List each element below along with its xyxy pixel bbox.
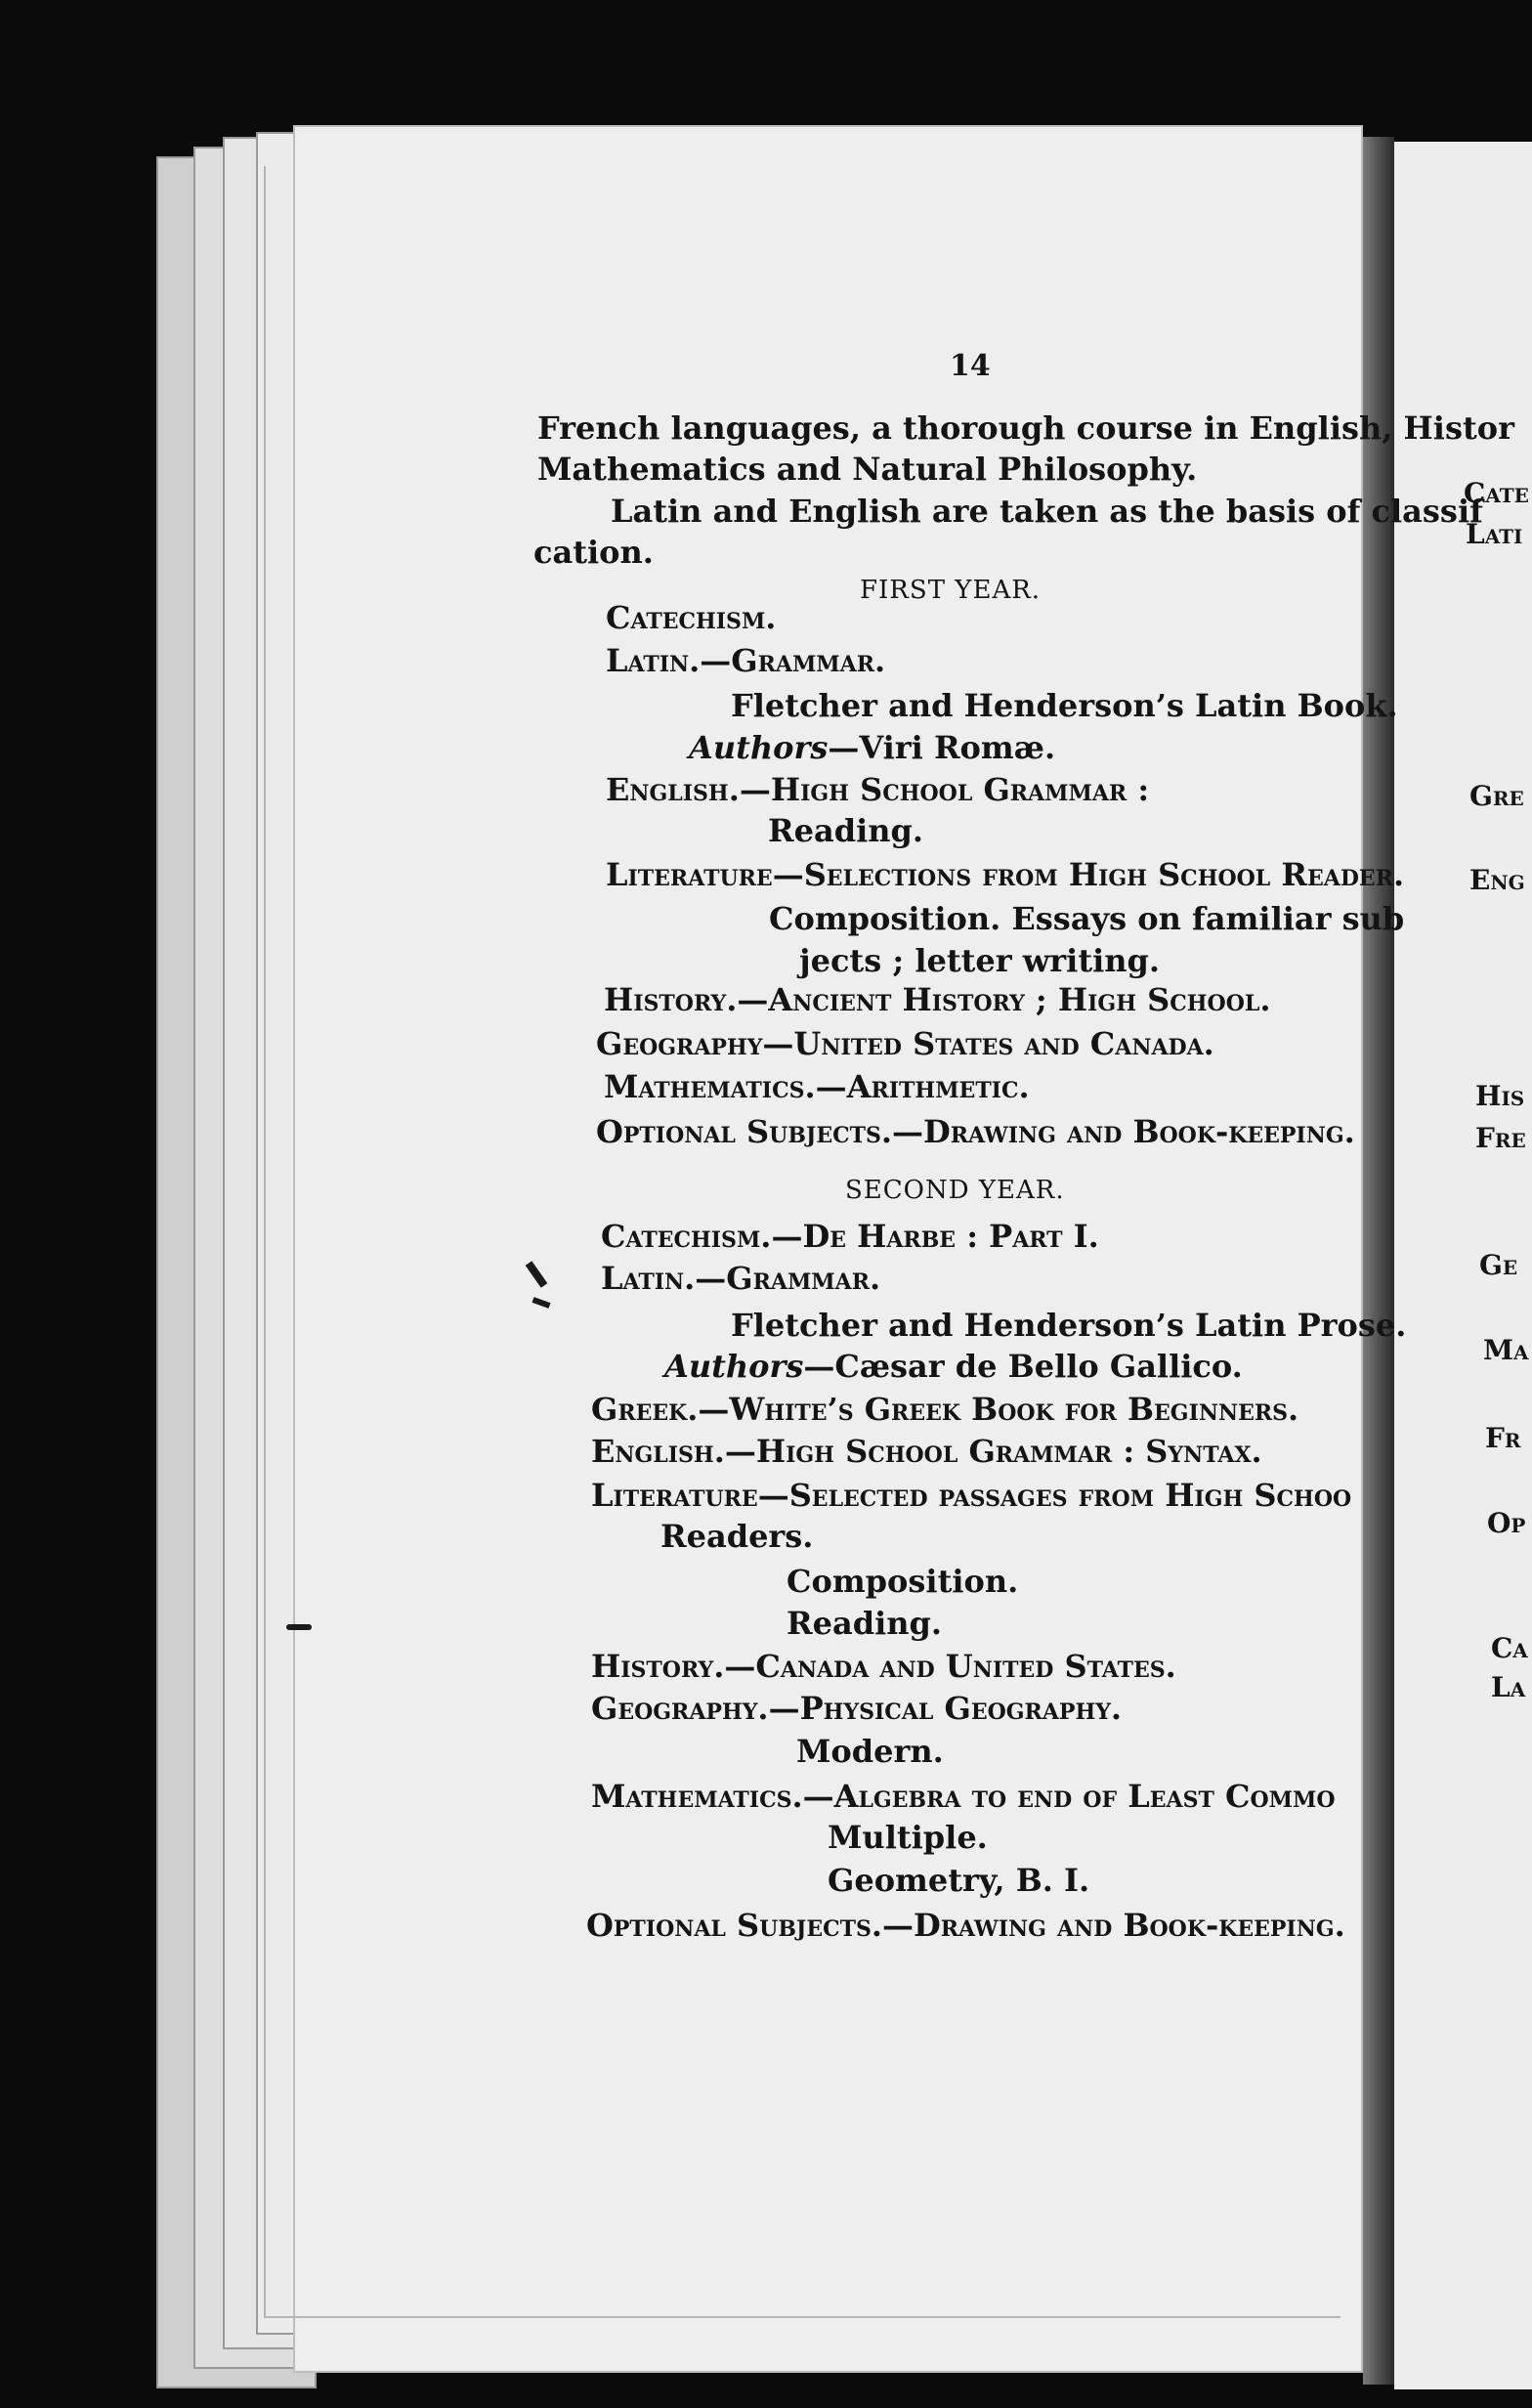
subject-mathematics: Mathematics.—Arithmetic. <box>604 1068 1030 1105</box>
subject-history: History.—Canada and United States. <box>591 1648 1176 1685</box>
page-number: 14 <box>950 349 991 383</box>
intro-line: Mathematics and Natural Philosophy. <box>537 451 1198 488</box>
subject-latin: Latin.—Grammar. <box>601 1260 881 1297</box>
mathematics-geometry: Geometry, B. I. <box>828 1862 1090 1899</box>
subject-english: English.—High School Grammar : Syntax. <box>591 1433 1262 1470</box>
subject-mathematics: Mathematics.—Algebra to end of Least Commo <box>591 1778 1336 1815</box>
authors-text: —Cæsar de Bello Gallico. <box>803 1348 1243 1385</box>
authors-text: —Viri Romæ. <box>828 729 1056 766</box>
facing-fragment: Op <box>1487 1507 1526 1539</box>
subject-optional: Optional Subjects.—Drawing and Book-keeping. <box>596 1113 1355 1150</box>
facing-fragment: Cate <box>1464 477 1529 509</box>
subject-literature: Literature—Selected passages from High Schoo <box>591 1477 1352 1514</box>
facing-fragment: Gre <box>1469 780 1524 812</box>
subject-greek: Greek.—White’s Greek Book for Beginners. <box>591 1391 1299 1428</box>
facing-fragment: Ge <box>1479 1249 1518 1281</box>
authors-label: Authors <box>689 729 829 766</box>
subject-catechism: Catechism.—De Harbe : Part I. <box>601 1218 1099 1255</box>
subject-english: English.—High School Grammar : <box>606 771 1150 808</box>
intro-line: Latin and English are taken as the basis of classif <box>611 493 1483 530</box>
facing-fragment: Fr <box>1485 1422 1521 1454</box>
facing-fragment: Ma <box>1483 1334 1529 1366</box>
intro-line: cation. <box>533 534 654 571</box>
literature-composition: Composition. Essays on familiar sub <box>769 900 1405 937</box>
facing-fragment: Eng <box>1469 864 1525 896</box>
literature-composition-cont: jects ; letter writing. <box>799 942 1161 979</box>
literature-cont: Readers. <box>660 1518 814 1555</box>
facing-fragment: Fre <box>1475 1122 1526 1154</box>
latin-authors <box>689 728 1055 767</box>
ink-smudge <box>286 1624 312 1630</box>
latin-prose: Fletcher and Henderson’s Latin Prose. <box>731 1307 1407 1344</box>
subject-catechism: Catechism. <box>606 599 777 636</box>
intro-line: French languages, a thorough course in English, Histor <box>537 409 1514 447</box>
section-heading-first-year: FIRST YEAR. <box>860 576 1042 605</box>
latin-authors <box>664 1347 1243 1386</box>
geography-modern: Modern. <box>796 1733 944 1770</box>
subject-optional: Optional Subjects.—Drawing and Book-keeping. <box>586 1907 1345 1944</box>
book-gutter <box>1363 137 1394 2385</box>
authors-label: Authors <box>664 1348 804 1385</box>
mathematics-cont: Multiple. <box>828 1819 988 1856</box>
subject-history: History.—Ancient History ; High School. <box>604 981 1271 1018</box>
english-reading: Reading. <box>768 812 923 849</box>
subject-literature: Literature—Selections from High School Reader. <box>606 856 1405 893</box>
section-heading-second-year: SECOND YEAR. <box>845 1176 1065 1205</box>
subject-latin: Latin.—Grammar. <box>606 642 886 679</box>
literature-composition: Composition. <box>787 1563 1019 1600</box>
subject-geography: Geography.—Physical Geography. <box>591 1690 1123 1727</box>
facing-fragment: His <box>1475 1080 1525 1112</box>
facing-fragment: Ca <box>1491 1632 1528 1664</box>
facing-fragment: Lati <box>1466 518 1523 550</box>
literature-reading: Reading. <box>787 1605 942 1642</box>
subject-geography: Geography—United States and Canada. <box>596 1025 1214 1062</box>
latin-book: Fletcher and Henderson’s Latin Book. <box>731 687 1398 724</box>
facing-fragment: La <box>1491 1671 1526 1703</box>
